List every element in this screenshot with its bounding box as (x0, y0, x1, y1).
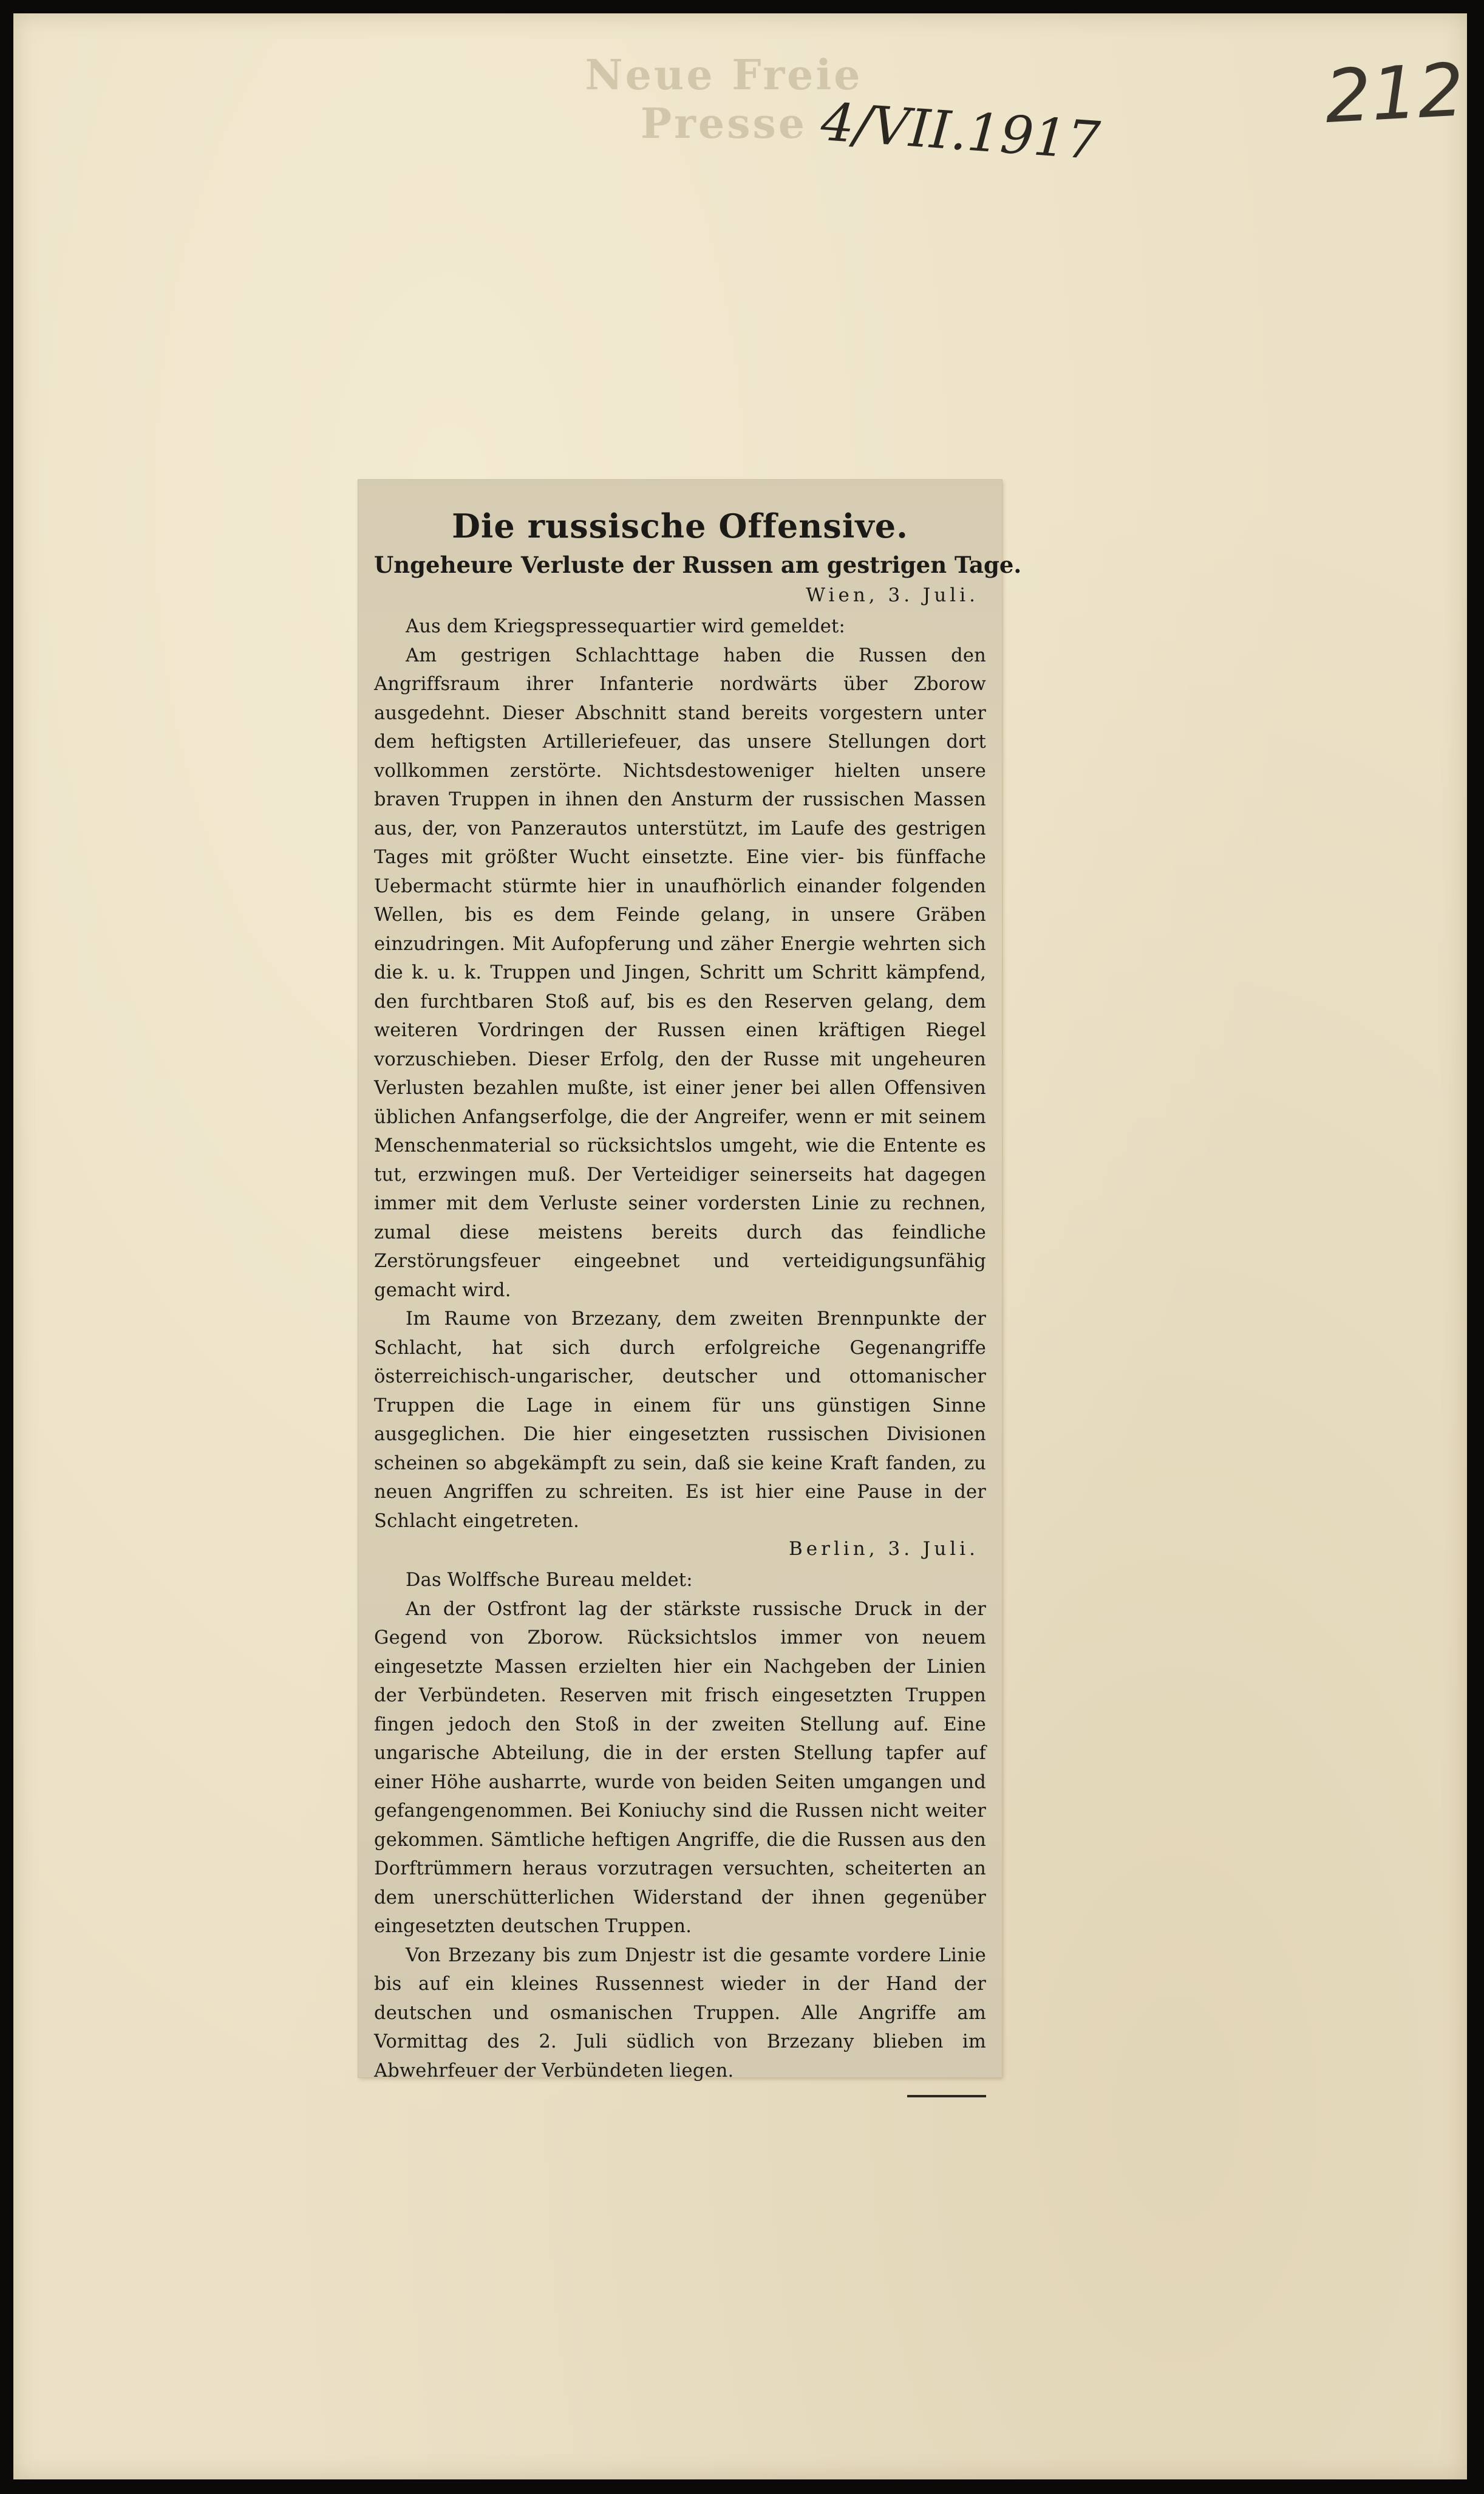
end-rule (907, 2095, 986, 2097)
intro-berlin: Das Wolffsche Bureau meldet: (406, 1570, 693, 1591)
paragraph-vienna-2: Im Raume von Brzezany, dem zweiten Brennpunkte der Schlacht, hat sich durch erfolgreiche Gegenangriffe österreichisch-ungarischer, deutscher und ottomanischer Truppen die Lage in einem für uns günstigen Sinne ausgeglichen. Die hier eingesetzten russischen Divisionen scheinen so abgekämpft zu sein, daß sie keine Kraft fanden, zu neuen Angriffen zu schreiten. Es ist hier eine Pause in der Schlacht eingetreten. (374, 1308, 986, 1532)
dateline-vienna: Wien, 3. Juli. (806, 584, 979, 606)
article-headline: Die russische Offensive. (452, 507, 908, 545)
intro-vienna: Aus dem Kriegspressequartier wird gemeldet: (406, 616, 845, 637)
handwritten-folio-number: 212 (1322, 48, 1466, 140)
paragraph-berlin-1: An der Ostfront lag der stärkste russische Druck in der Gegend von Zborow. Rücksichtslos immer von neuem eingesetzte Massen erzielten hier ein Nachgeben der Linien der Verbündeten. Reserven mit frisch eingesetzten Truppen fingen jedoch den Stoß in der zweiten Stellung auf. Eine ungarische Abteilung, die in der ersten Stellung tapfer auf einer Höhe ausharrte, wurde von beiden Seiten umgangen und gefangengenommen. Bei Koniuchy sind die Russen nicht weiter gekommen. Sämtliche heftigen Angriffe, die die Russen aus den Dorftrümmern heraus vorzutragen versuchten, scheiterten an dem unerschütterlichen Widerstand der ihnen gegenüber eingesetzten deutschen Truppen. (374, 1598, 986, 1937)
article-subheadline: Ungeheure Verluste der Russen am gestrigen Tage. (374, 552, 1022, 578)
paragraph-vienna-1: Am gestrigen Schlachttage haben die Russen den Angriffsraum ihrer Infanterie nordwärts über Zborow ausgedehnt. Dieser Abschnitt stand bereits vorgestern unter dem heftigsten Artilleriefeuer, das unsere Stellungen dort vollkommen zerstörte. Nichtsdestoweniger hielten unsere braven Truppen in ihnen den Ansturm der russischen Massen aus, der, von Panzerautos unterstützt, im Laufe des gestrigen Tages mit größter Wucht einsetzte. Eine vier- bis fünffache Uebermacht stürmte hier in unaufhörlich einander folgenden Wellen, bis es dem Feinde gelang, in unsere Gräben einzudringen. Mit Aufopferung und zäher Energie wehrten sich die k. u. k. Truppen und Jingen, Schritt um Schritt kämpfend, den furchtbaren Stoß auf, bis es den Reserven gelang, dem weiteren Vordringen der Russen einen kräftigen Riegel vorzuschieben. Dieser Erfolg, den der Russe mit ungeheuren Verlusten bezahlen mußte, ist einer jener bei allen Offensiven üblichen Anfangserfolge, die der Angreifer, wenn er mit seinem Menschenmaterial so rücksichtslos umgeht, wie die Entente es tut, erzwingen muß. Der Verteidiger seinerseits hat dagegen immer mit dem Verluste seiner vordersten Linie zu rechnen, zumal diese meistens bereits durch das feindliche Zerstörungsfeuer eingeebnet und verteidigungsunfähig gemacht wird. (374, 644, 986, 1301)
dateline-berlin: Berlin, 3. Juli. (789, 1538, 979, 1560)
newspaper-clipping (358, 480, 1022, 2082)
paragraph-berlin-2: Von Brzezany bis zum Dnjestr ist die gesamte vordere Linie bis auf ein kleines Russennest wieder in der Hand der deutschen und osmanischen Truppen. Alle Angriffe am Vormittag des 2. Juli südlich von Brzezany blieben im Abwehrfeuer der Verbündeten liegen. (374, 1944, 986, 2082)
masthead-stamp: Neue Freie Presse (585, 51, 863, 148)
handwritten-date: 4/VII.1917 (819, 91, 1102, 172)
